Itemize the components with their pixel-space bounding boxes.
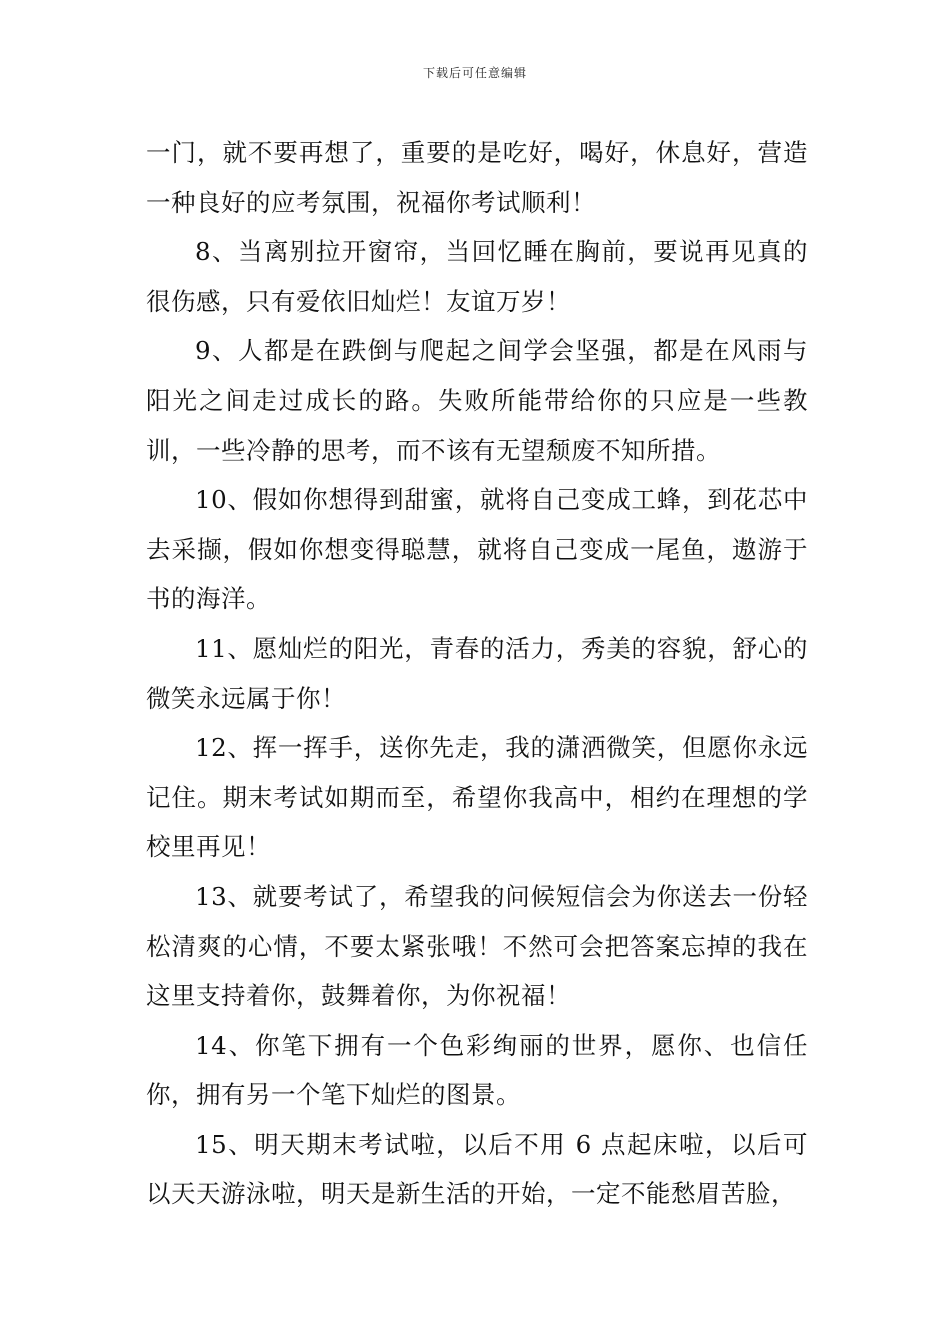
paragraph-11: 11、愿灿烂的阳光，青春的活力，秀美的容貌，舒心的微笑永远属于你！	[146, 633, 808, 713]
paragraph-continuation: 一门，就不要再想了，重要的是吃好，喝好，休息好，营造一种良好的应考氛围，祝福你考试顺利！	[146, 138, 808, 217]
page-header: 下载后可任意编辑	[422, 66, 527, 80]
paragraph-13: 13、就要考试了，希望我的问候短信会为你送去一份轻松清爽的心情，不要太紧张哦！不然可会把答案忘掉的我在这里支持着你，鼓舞着你，为你祝福！	[146, 881, 808, 1011]
paragraph-15: 15、明天期末考试啦，以后不用 6 点起床啦，以后可以天天游泳啦，明天是新生活的开始，一定不能愁眉苦脸，	[146, 1129, 808, 1209]
document-body	[146, 128, 808, 1219]
paragraph-10: 10、假如你想得到甜蜜，就将自己变成工蜂，到花芯中去采撷，假如你想变得聪慧，就将自己变成一尾鱼，遨游于书的海洋。	[146, 485, 808, 614]
paragraph-8: 8、当离别拉开窗帘，当回忆睡在胸前，要说再见真的很伤感，只有爱依旧灿烂！友谊万岁！	[146, 237, 808, 316]
paragraph-9: 9、人都是在跌倒与爬起之间学会坚强，都是在风雨与阳光之间走过成长的路。失败所能带给你的只应是一些教训，一些冷静的思考，而不该有无望颓废不知所措。	[146, 336, 808, 465]
paragraph-14: 14、你笔下拥有一个色彩绚丽的世界，愿你、也信任你，拥有另一个笔下灿烂的图景。	[146, 1030, 808, 1110]
paragraph-12: 12、挥一挥手，送你先走，我的潇洒微笑，但愿你永远记住。期末考试如期而至，希望你我高中，相约在理想的学校里再见！	[146, 733, 808, 862]
